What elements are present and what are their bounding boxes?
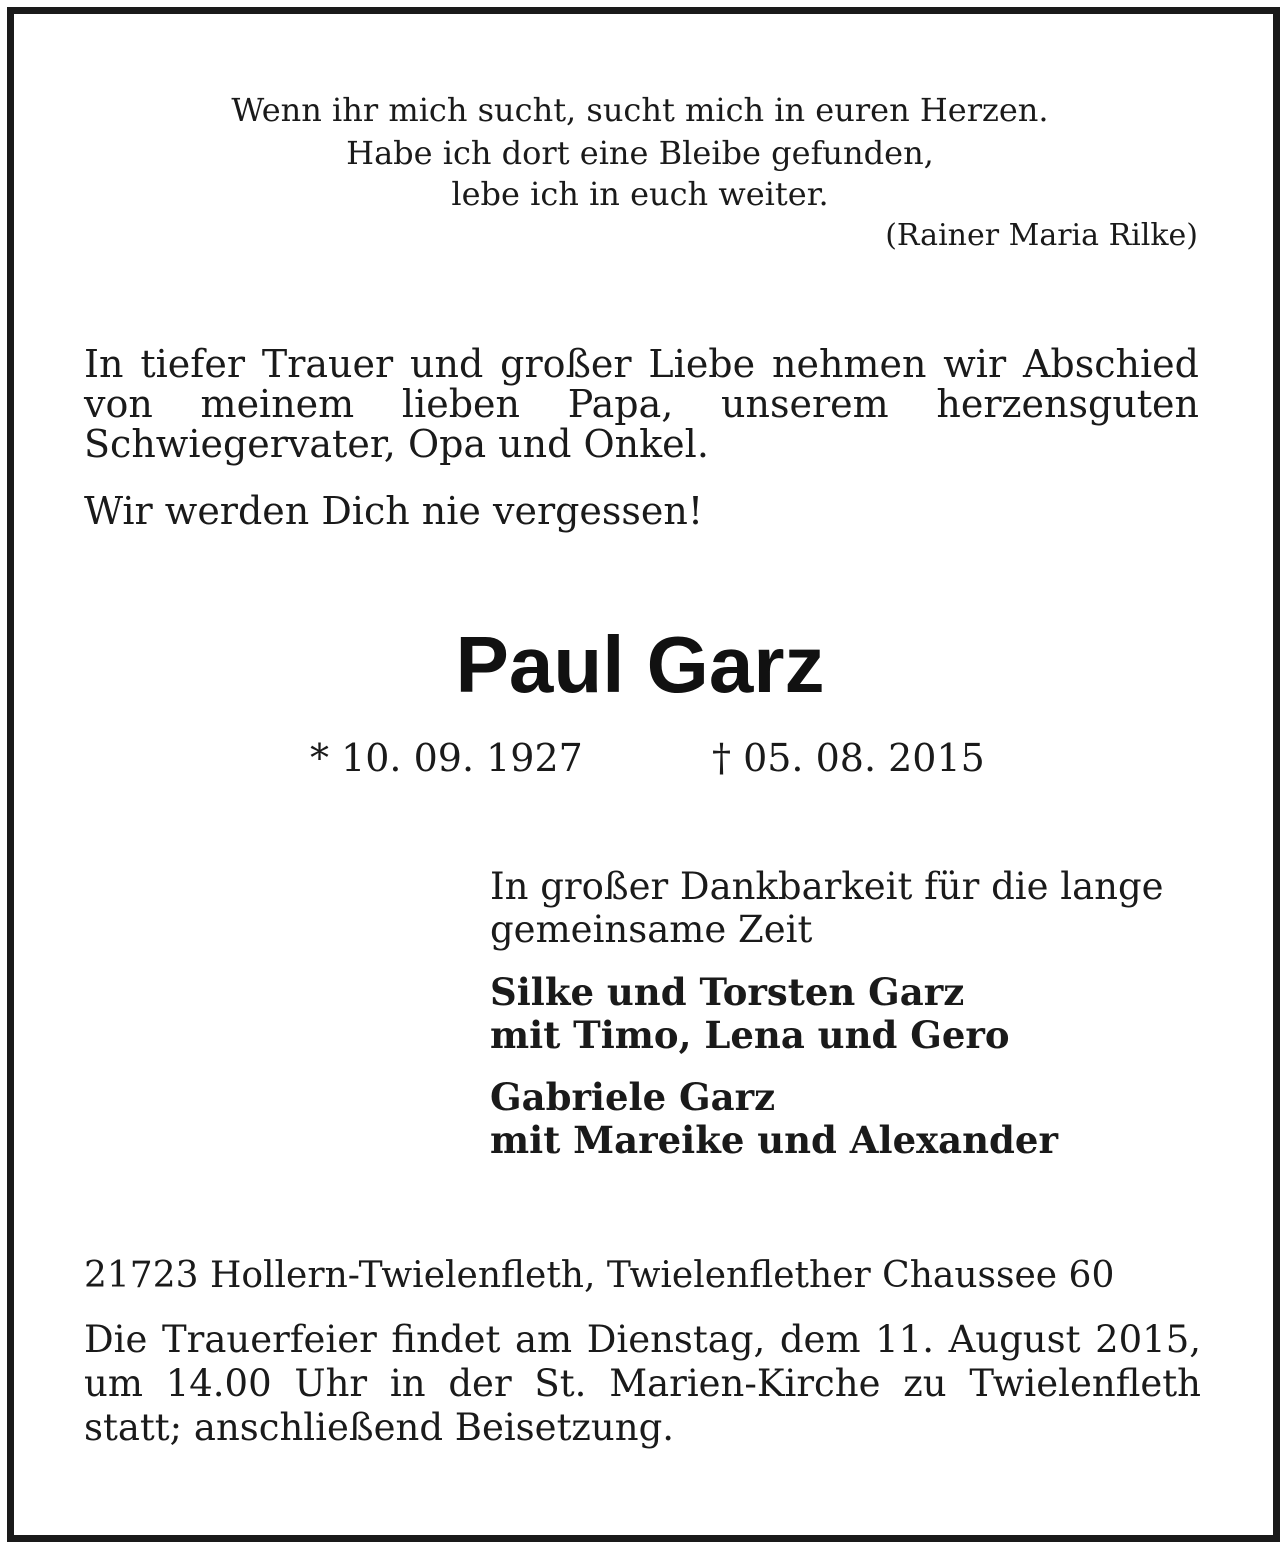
promise-text: Wir werden Dich nie vergessen! xyxy=(84,489,704,533)
deceased-name: Paul Garz xyxy=(455,620,825,709)
thanks-line-2: gemeinsame Zeit xyxy=(490,908,813,951)
death-date: † 05. 08. 2015 xyxy=(712,736,985,780)
quote-line-1: Wenn ihr mich sucht, sucht mich in euren Herzen. xyxy=(231,91,1049,129)
intro-line-2: von meinem lieben Papa, unserem herzensguten xyxy=(84,382,1199,426)
intro-paragraph xyxy=(84,344,1199,464)
birth-date: * 10. 09. 1927 xyxy=(310,736,583,780)
ceremony-line-3: statt; anschließend Beisetzung. xyxy=(84,1406,675,1449)
intro-line-1: In tiefer Trauer und großer Liebe nehmen wir Abschied xyxy=(84,342,1199,386)
quote-line-3: lebe ich in euch weiter. xyxy=(451,175,829,213)
ceremony-line-1: Die Trauerfeier findet am Dienstag, dem 11. August 2015, xyxy=(84,1318,1201,1361)
family-2-line-2: mit Mareike und Alexander xyxy=(490,1118,1058,1162)
quote-line-2: Habe ich dort eine Bleibe gefunden, xyxy=(346,134,934,172)
family-2-line-1: Gabriele Garz xyxy=(490,1075,776,1119)
intro-line-3: Schwiegervater, Opa und Onkel. xyxy=(84,422,709,466)
address: 21723 Hollern-Twielenfleth, Twielenflether Chaussee 60 xyxy=(84,1255,1115,1296)
ceremony-line-2: um 14.00 Uhr in der St. Marien-Kirche zu Twielenfleth xyxy=(84,1362,1201,1405)
family-1-line-1: Silke und Torsten Garz xyxy=(490,970,965,1014)
thanks-line-1: In großer Dankbarkeit für die lange xyxy=(490,865,1164,908)
ceremony-paragraph xyxy=(84,1318,1201,1450)
quote-author: (Rainer Maria Rilke) xyxy=(885,218,1198,253)
family-1-line-2: mit Timo, Lena und Gero xyxy=(490,1013,1010,1057)
